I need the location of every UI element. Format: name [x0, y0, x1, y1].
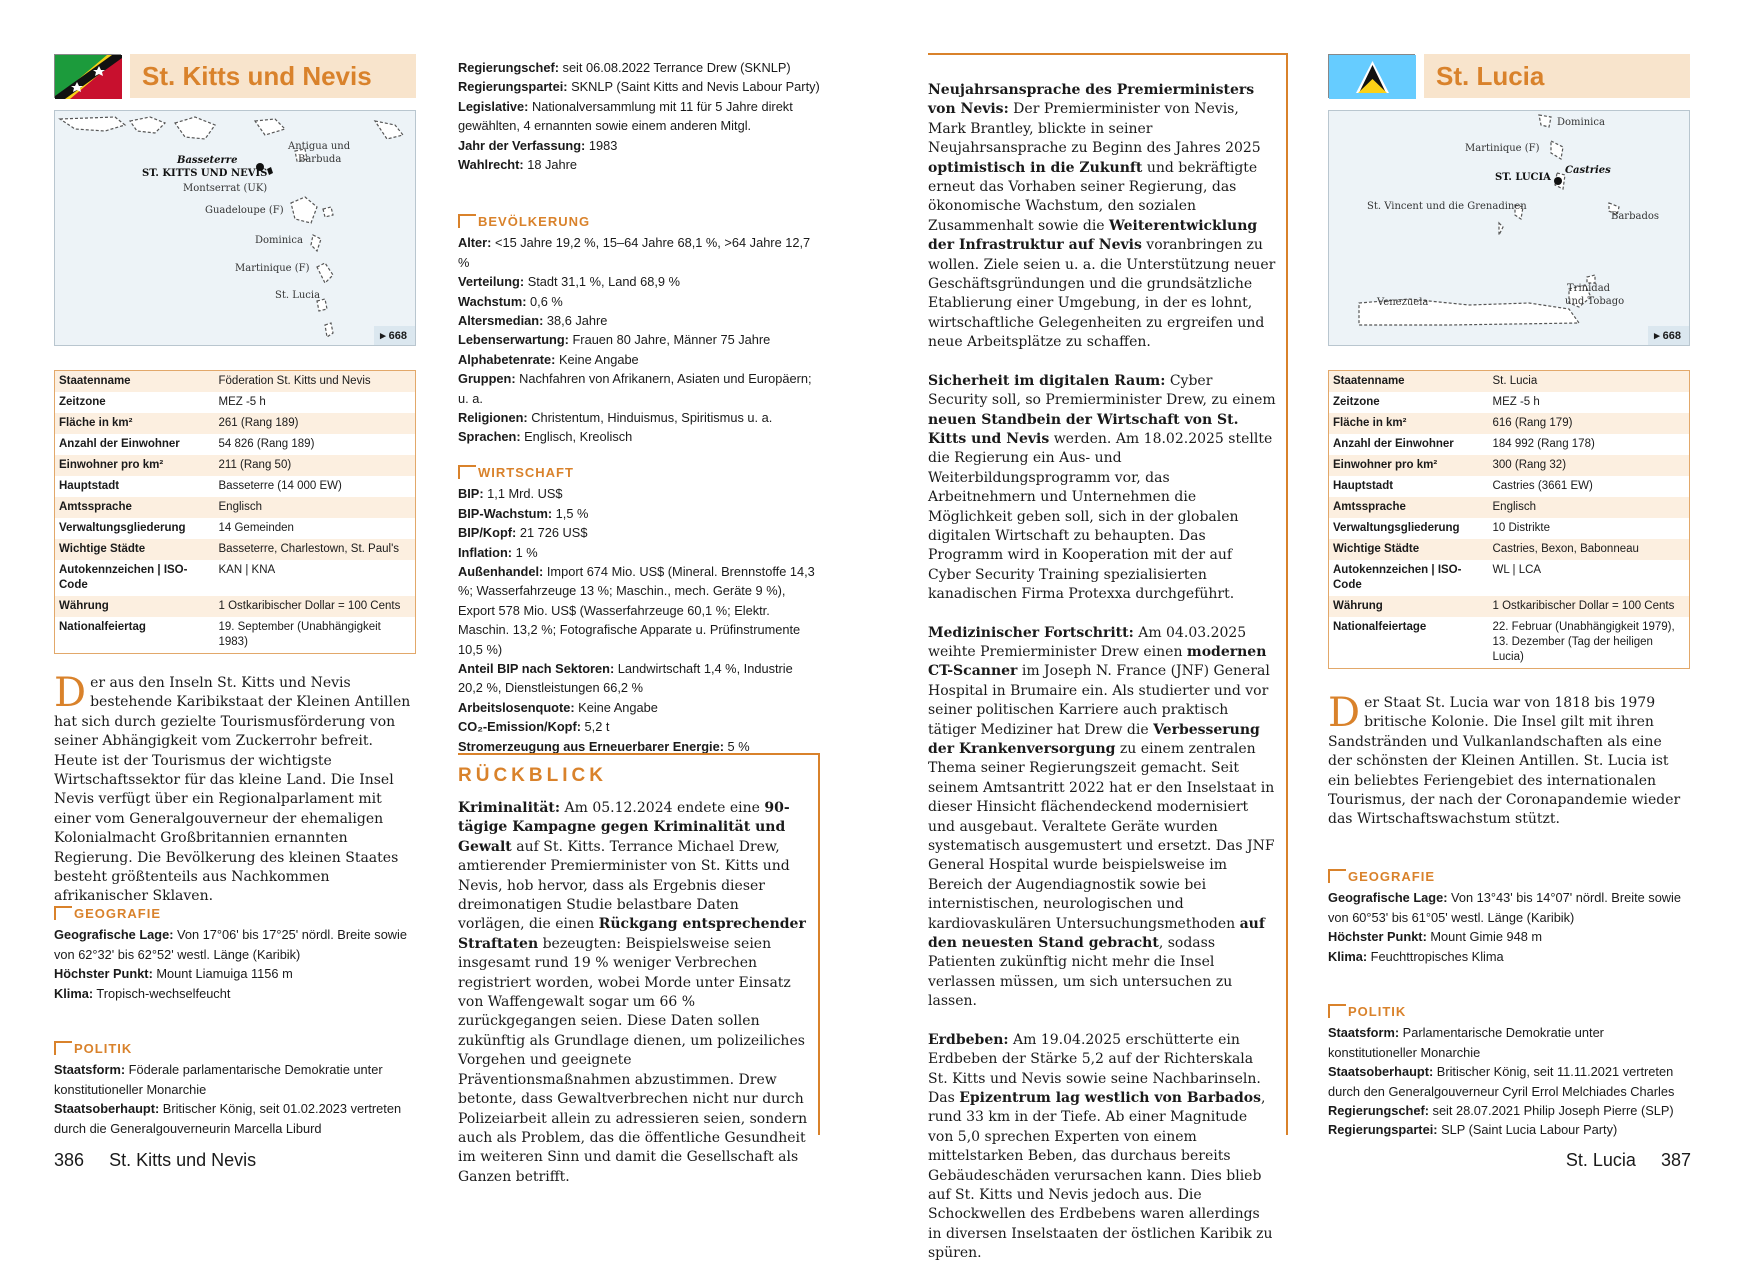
fact-value: Castries (3661 EW): [1492, 480, 1593, 492]
news-text: Neujahrsansprache des Premierministers von Nevis: Der Premierminister von Nevis, Mark Brantley, blickte in seiner Neujahrsansprache zu Beginn des Jahres 2025 optimistisch in die Zukunft und bekräftigte erneut das Vorhaben seiner Regierung, das ökonomische Wachstum, den sozialen Zusammenhalt sowie die Weiterentwicklung der Infrastruktur auf Nevis voranbringen zu wollen. Ziele seien u. a. die Unterstützung neuer Geschäftsgründungen und die grundsätzliche Etablierung einer Umgebung, in der es lohnt, wirtschaftliche Gelegenheiten zu ergreifen und neue Arbeitsplätze zu schaffen. Sicherheit im digitalen Raum: Cyber Security soll, so Premierminister Drew, zu einem neuen Standbein der Wirtschaft von St. Kitts und Nevis werden. Am 18.02.2025 stellte die Regierung ein Aus- und Weiterbildungsprogramm vor, das Arbeitnehmern und Unternehmen die Möglichkeit geben soll, sich in der globalen digitalen Wirtschaft zu behaupten. Das Programm wird in Kooperation mit der auf Cyber Security Training spezialisierten kanadischen Firma Protexxa durchgeführt. Medizinischer Fortschritt: Am 04.03.2025 weihte Premierminister Drew einen modernen CT-Scanner im Joseph N. France (JNF) General Hospital in Brumaire ein. Als studierter und vor seiner politischen Karriere auch praktisch tätiger Mediziner hat Drew die Verbesserung der Krankenversorgung zu einem zentralen Thema seiner Regierungszeit gemacht. Seit seinem Amtsantritt 2022 hat er den Inselstaat in dieser Hinsicht flächendeckend modernisiert und ausgebaut. Veraltete Geräte wurden systematisch ausgemustert und ersetzt. Das JNF General Hospital wurde beispielsweise im Bereich der Augendiagnostik sowie bei internistischen, neurologischen und kardiovaskulären Untersuchungsmethoden auf den neuesten Stand gebracht, sodass Patienten zukünftig nicht mehr die Insel verlassen müssen, um sich untersuchen zu lassen. Erdbeben: Am 19.04.2025 erschütterte ein Erdbeben der Stärke 5,2 auf der Richterskala St. Kitts und Nevis sowie seine Nachbarinseln. Das Epizentrum lag westlich von Barbados, rund 33 km in der Tiefe. Ab einer Magnitude von 5,0 sprechen Experten von einem mittelstarken Beben, das durchaus bereits Gebäudeschäden verursachen kann. Dies blieb auf St. Kitts und Nevis jedoch aus. Die Schockwellen des Erdbebens waren allerdings in diversen Inselstaaten der östlichen Karibik zu spüren.: [928, 82, 1276, 1262]
fact-key: Verwaltungsgliederung: [1333, 522, 1460, 534]
fact-value: MEZ -5 h: [1492, 396, 1540, 408]
section-geografie-right: GEOGRAFIE Geografische Lage: Von 13°43' bis 14°07' nördl. Breite sowie von 60°53' bis 61°05' westl. Länge (Karibik) Höchster Punkt: Mount Gimie 948 m Klima: Feuchttropisches Klima: [1328, 867, 1690, 966]
intro-paragraph: er Staat St. Lucia war von 1818 bis 1979 britische Kolonie. Die Insel gilt mit ihren Sandstränden und Vulkanlandschaften als eine der schönsten der Kleinen Antillen. St. Lucia ist ein beliebtes Feriengebiet des internationalen Tourismus, der nach der Coronapandemie wieder das Wirtschaftswachstum stützt.: [1328, 695, 1681, 828]
running-title: St. Lucia: [1565, 1150, 1636, 1170]
fact-row: [55, 434, 416, 455]
fact-value: WL | LCA: [1492, 564, 1542, 576]
drop-cap: D: [1328, 690, 1361, 736]
drop-cap: D: [54, 670, 87, 716]
fact-value: Basseterre, Charlestown, St. Paul's: [218, 543, 400, 555]
footer-left: [54, 1148, 256, 1172]
fact-value: 1 Ostkaribischer Dollar = 100 Cents: [218, 600, 401, 612]
fact-value: St. Lucia: [1492, 375, 1538, 387]
fact-value: 22. Februar (Unabhängigkeit 1979), 13. Dezember (Tag der heiligen Lucia): [1492, 621, 1675, 663]
rueckblick-text: Kriminalität: Am 05.12.2024 endete eine 90-tägige Kampagne gegen Kriminalität und Gewalt auf St. Kitts. Terrance Michael Drew, amtierender Premierminister von St. Kitts und Nevis, hob hervor, dass als Ergebnis dieser dreimonatigen Studie belastbare Daten vorlägen, die einen Rückgang entsprechender Straftaten bezeugten: Beispielsweise seien insgesamt rund 19 % weniger Verbrechen registriert worden, wobei Morde unter Einsatz von Waffengewalt sogar um 66 % zurückgegangen seien. Diese Daten sollen zukünftig als Grundlage dienen, um polizeiliches Vorgehen und geeignete Präventionsmaßnahmen abzustimmen. Drew betonte, dass Gewaltverbrechen nicht nur durch Polizeiarbeit allein zu adressieren seien, sondern auch als Problem, das die öffentliche Gesundheit im weiteren Sinn und damit die Gesellschaft als Ganzen betrifft.: [458, 800, 808, 1185]
map-label-stlucia: St. Lucia: [275, 290, 321, 301]
map-label-martinique: Martinique (F): [235, 263, 310, 274]
fact-key: Zeitzone: [59, 396, 106, 408]
fact-key: Währung: [1333, 600, 1383, 612]
intro-paragraph: er aus den Inseln St. Kitts und Nevis bestehende Karibikstaat der Kleinen Antillen hat sich durch gezielte Tourismusförderung von seiner Abhängigkeit vom Zuckerrohr befreit. Heute ist der Tourismus der wichtigste Wirtschaftssektor für das kleine Land. Die Insel Nevis verfügt über ein Regionalparlament mit einer vom Generalgouverneur der ehemaligen Kolonialmacht Großbritannien ernannten Regierung. Die Bevölkerung des kleinen Staates besteht größtenteils aus Nachkommen afrikanischer Sklaven.: [54, 675, 411, 905]
fact-key: Wichtige Städte: [59, 543, 146, 555]
map-label-martinique: Martinique (F): [1465, 143, 1540, 154]
intro-text-right: [1328, 690, 1690, 830]
fact-value: MEZ -5 h: [218, 396, 266, 408]
map-label-antigua-2: Barbuda: [298, 154, 342, 165]
fact-value: 261 (Rang 189): [218, 417, 299, 429]
fact-row: [55, 617, 416, 654]
st-kitts-flag: [54, 54, 121, 98]
fact-key: Zeitzone: [1333, 396, 1380, 408]
fact-value: 19. September (Unabhängigkeit 1983): [218, 621, 381, 648]
rueckblick-box: [458, 753, 820, 1185]
fact-key: Staatenname: [1333, 375, 1405, 387]
section-wirtschaft: WIRTSCHAFT BIP: 1,1 Mrd. US$ BIP-Wachstum: 1,5 % BIP/Kopf: 21 726 US$ Inflation: 1 % Außenhandel: Import 674 Mio. US$ (Mineral. Brennstoffe 14,3 %; Wasserfahrzeuge 13 %; Maschin., mech. Geräte 9 %), Export 578 Mio. US$ (Wasserfahrzeuge 60,1 %; Elektr. Maschin. 13,2 %; Fotografische Apparate u. Prüfinstrumente 10,5 %) Anteil BIP nach Sektoren: Landwirtschaft 1,4 %, Industrie 20,2 %, Dienstleistungen 66,2 % Arbeitslosenquote: Keine Angabe CO₂-Emission/Kopf: 5,2 t Stromerzeugung aus Erneuerbarer Energie: 5 %: [458, 463, 820, 756]
page-title-left: St. Kitts und Nevis: [130, 54, 416, 98]
fact-value: Basseterre (14 000 EW): [218, 480, 342, 492]
fact-value: KAN | KNA: [218, 564, 276, 576]
fact-row: [55, 455, 416, 476]
fact-key: Autokennzeichen | ISO-Code: [59, 564, 188, 591]
fact-row: [55, 476, 416, 497]
fact-row: [55, 413, 416, 434]
fact-key: Nationalfeiertage: [1333, 621, 1427, 633]
fact-row: [55, 392, 416, 413]
fact-key: Einwohner pro km²: [59, 459, 164, 471]
fact-row: [55, 596, 416, 617]
page-title-right: St. Lucia: [1424, 54, 1690, 98]
map-label-guadeloupe: Guadeloupe (F): [205, 205, 284, 216]
facts-table-right: [1328, 370, 1690, 669]
fact-row: [1329, 455, 1690, 476]
section-bevoelkerung: BEVÖLKERUNG Alter: <15 Jahre 19,2 %, 15–64 Jahre 68,1 %, >64 Jahre 12,7 % Verteilung: Stadt 31,1 %, Land 68,9 % Wachstum: 0,6 % Altersmedian: 38,6 Jahre Lebenserwartung: Frauen 80 Jahre, Männer 75 Jahre Alphabetenrate: Keine Angabe Gruppen: Nachfahren von Afrikanern, Asiaten und Europäern; u. a. Religionen: Christentum, Hinduismus, Spiritismus u. a. Sprachen: Englisch, Kreolisch: [458, 212, 820, 447]
st-lucia-flag: [1328, 54, 1415, 98]
fact-key: Wichtige Städte: [1333, 543, 1420, 555]
fact-value: 54 826 (Rang 189): [218, 438, 315, 450]
fact-row: [55, 497, 416, 518]
fact-row: [55, 371, 416, 393]
fact-value: Castries, Bexon, Babonneau: [1492, 543, 1639, 555]
section-heading: WIRTSCHAFT: [458, 463, 820, 482]
map-page-reference[interactable]: ▸ 668: [374, 326, 415, 345]
map-label-montserrat: Montserrat (UK): [183, 183, 268, 194]
fact-value: Englisch: [218, 501, 262, 513]
footer-right: [1566, 1148, 1691, 1172]
politik-continued: Regierungschef: seit 06.08.2022 Terrance Drew (SKNLP) Regierungspartei: SKNLP (Saint Kitts and Nevis Labour Party) Legislative: Nationalversammlung mit 11 für 5 Jahre direkt gewählten, 4 ernannten sowie einem anderen Mitgl. Jahr der Verfassung: 1983 Wahlrecht: 18 Jahre: [458, 60, 820, 173]
map-label-barbados: Barbados: [1611, 211, 1660, 222]
fact-value: 184 992 (Rang 178): [1492, 438, 1595, 450]
fact-value: Englisch: [1492, 501, 1536, 513]
fact-row: [1329, 596, 1690, 617]
rueckblick-heading: RÜCKBLICK: [458, 765, 607, 786]
rueckblick-continued: [928, 53, 1288, 1262]
map-label-country: ST. KITTS UND NEVIS: [142, 168, 268, 179]
facts-table-left: [54, 370, 416, 654]
section-politik-right: POLITIK Staatsform: Parlamentarische Demokratie unter konstitutioneller Monarchie Staatsoberhaupt: Britischer König, seit 11.11.2021 vertreten durch den Generalgouverneur Cyril Errol Melchiades Charles Regierungschef: seit 28.07.2021 Philip Joseph Pierre (SLP) Regierungspartei: SLP (Saint Lucia Labour Party): [1328, 1002, 1690, 1140]
fact-key: Anzahl der Einwohner: [1333, 438, 1454, 450]
fact-key: Anzahl der Einwohner: [59, 438, 180, 450]
map-label-stvincent: St. Vincent und die Grenadinen: [1367, 201, 1527, 212]
map-label-trinidad-1: Trinidad: [1567, 283, 1611, 294]
map-label-dominica: Dominica: [1557, 117, 1605, 128]
map-label-antigua-1: Antigua und: [288, 141, 351, 152]
map-page-reference[interactable]: ▸ 668: [1648, 326, 1689, 345]
fact-value: Föderation St. Kitts und Nevis: [218, 375, 371, 387]
section-geografie-left: GEOGRAFIE Geografische Lage: Von 17°06' bis 17°25' nördl. Breite sowie von 62°32' bis 62°52' westl. Länge (Karibik) Höchster Punkt: Mount Liamuiga 1156 m Klima: Tropisch-wechselfeucht: [54, 904, 416, 1003]
fact-value: 1 Ostkaribischer Dollar = 100 Cents: [1492, 600, 1675, 612]
fact-value: 14 Gemeinden: [218, 522, 294, 534]
fact-key: Autokennzeichen | ISO-Code: [1333, 564, 1462, 591]
fact-row: [1329, 617, 1690, 669]
fact-key: Einwohner pro km²: [1333, 459, 1438, 471]
section-heading: GEOGRAFIE: [54, 904, 416, 923]
fact-row: [55, 539, 416, 560]
map-label-venezuela: Venezuela: [1377, 297, 1429, 308]
fact-value: 300 (Rang 32): [1492, 459, 1567, 471]
location-map-right: [1328, 110, 1690, 346]
fact-value: 211 (Rang 50): [218, 459, 292, 471]
fact-key: Amtssprache: [59, 501, 132, 513]
page-number: 386: [54, 1150, 85, 1170]
fact-row: [1329, 371, 1690, 393]
page-number: 387: [1660, 1150, 1691, 1170]
section-heading: GEOGRAFIE: [1328, 867, 1690, 886]
fact-row: [55, 560, 416, 596]
map-label-country: ST. LUCIA: [1495, 172, 1551, 183]
fact-key: Hauptstadt: [59, 480, 120, 492]
intro-text-left: [54, 670, 416, 907]
fact-value: 10 Distrikte: [1492, 522, 1551, 534]
location-map-left: [54, 110, 416, 346]
map-label-castries: Castries: [1565, 165, 1611, 176]
running-title: St. Kitts und Nevis: [109, 1150, 257, 1170]
fact-key: Staatenname: [59, 375, 131, 387]
fact-row: [55, 518, 416, 539]
map-label-basseterre: Basseterre: [177, 155, 238, 166]
fact-row: [1329, 392, 1690, 413]
fact-row: [1329, 560, 1690, 596]
fact-key: Fläche in km²: [1333, 417, 1407, 429]
section-heading: BEVÖLKERUNG: [458, 212, 820, 231]
fact-key: Hauptstadt: [1333, 480, 1394, 492]
fact-key: Währung: [59, 600, 109, 612]
fact-row: [1329, 497, 1690, 518]
fact-key: Nationalfeiertag: [59, 621, 146, 633]
map-label-trinidad-2: und Tobago: [1565, 296, 1625, 307]
fact-row: [1329, 476, 1690, 497]
section-heading: POLITIK: [54, 1039, 416, 1058]
fact-key: Verwaltungsgliederung: [59, 522, 186, 534]
fact-row: [1329, 413, 1690, 434]
map-islands: [55, 111, 417, 347]
map-label-dominica: Dominica: [255, 235, 303, 246]
fact-row: [1329, 518, 1690, 539]
section-politik-left: POLITIK Staatsform: Föderale parlamentarische Demokratie unter konstitutioneller Monarchie Staatsoberhaupt: Britischer König, seit 01.02.2023 vertreten durch die Generalgouverneurin Marcella Liburd: [54, 1039, 416, 1138]
section-heading: POLITIK: [1328, 1002, 1690, 1021]
fact-key: Fläche in km²: [59, 417, 133, 429]
fact-row: [1329, 434, 1690, 455]
fact-value: 616 (Rang 179): [1492, 417, 1573, 429]
fact-row: [1329, 539, 1690, 560]
fact-key: Amtssprache: [1333, 501, 1406, 513]
